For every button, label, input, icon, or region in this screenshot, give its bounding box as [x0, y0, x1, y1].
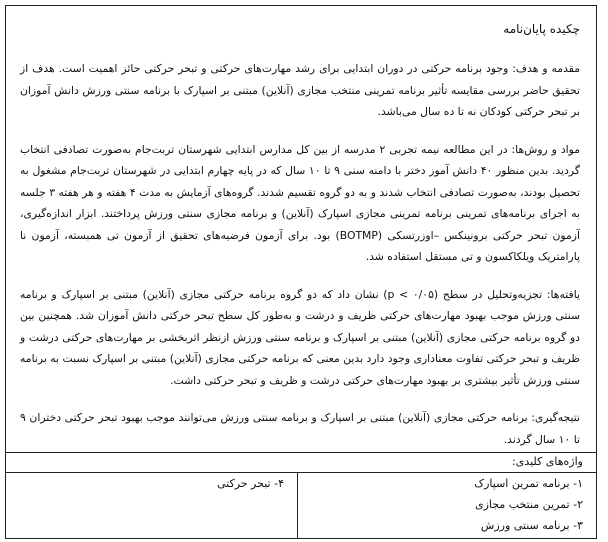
thesis-abstract-form [5, 5, 597, 539]
keyword-item: ۲- تمرین منتخب مجازی [474, 498, 583, 511]
keyword-item: ۴- تبحر حرکتی [216, 477, 284, 490]
keywords-column-left [6, 473, 298, 539]
conclusion-paragraph: نتیجه‌گیری: برنامه حرکتی مجازی (آنلاین) مبتنی بر اسپارک و برنامه سنتی ورزش می‌توانند موجب بهبود تبحر حرکتی دختران ۹ تا ۱۰ سال گردند. [20, 411, 580, 446]
keywords-table [6, 473, 596, 539]
keywords-header: واژه‌های کلیدی: [512, 455, 583, 468]
keywords-header-row [6, 453, 596, 473]
abstract-title: چکیده پایان‌نامه [503, 22, 580, 36]
keywords-column-right [297, 473, 596, 539]
introduction-paragraph: مقدمه و هدف: وجود برنامه حرکتی در دوران ابتدایی برای رشد مهارت‌های حرکتی و تبحر حرکتی حائز اهمیت است. هدف از تحقیق حاضر بررسی مقایسه تأثیر برنامه تمرینی منتخب مجازی (آنلاین) مبتنی بر اسپارک با برنامه سنتی ورزش دانش آموزان بر تبحر حرکتی کودکان نه تا ده سال می‌باشد. [20, 62, 580, 118]
abstract-cell [6, 6, 596, 453]
keyword-item: ۱- برنامه تمرین اسپارک [474, 477, 583, 490]
methods-paragraph: مواد و روش‌ها: در این مطالعه نیمه تجربی ۲ مدرسه از بین کل مدارس ابتدایی شهرستان تربت‌جام به‌صورت تصادفی انتخاب گردید. بدین منظور ۴۰ دانش آموز دختر با دامنه سنی ۹ تا ۱۰ سال که در پایه چهارم ابتدایی در شهرستان تربت‌جام مشغول به تحصیل بودند، به‌صورت تصادفی انتخاب شدند و به دو گروه تقسیم شدند. گروه‌های آزمایش به مدت ۴ هفته و هر هفته ۳ جلسه به اجرای برنامه‌های تمرینی برنامه تمرینی مجازی اسپارک (آنلاین) و برنامه مجازی سنتی ورزش پرداختند. ابزار اندازه‌گیری، آزمون تبحر حرکتی برونینکس –اوزرتسکی (BOTMP) بود. برای آزمون فرضیه‌های تحقیق از آزمون تی همبسته، آزمون نا پارامتریک ویلکاکسون و تی مستقل استفاده شد. [20, 142, 580, 263]
findings-paragraph: یافته‌ها: تجزیه‌وتحلیل در سطح (p < ۰/۰۵) نشان داد که دو گروه برنامه حرکتی مجازی (آنلاین) مبتنی بر اسپارک و برنامه سنتی ورزش موجب بهبود مهارت‌های حرکتی ظریف و درشت و به‌طور کل سطح تبحر حرکتی دانش آموزان شد. همچنین بین دو گروه برنامه حرکتی مجازی (آنلاین) مبتنی بر اسپارک و برنامه سنتی ورزش ازنظر اثربخشی بر مهارت‌های حرکتی درشت و ظریف و تبحر حرکتی تفاوت معناداری وجود دارد بدین معنی که برنامه حرکتی مجازی (آنلاین) مبتنی بر اسپارک نسبت به برنامه سنتی ورزش تأثیر بیشتری بر بهبود مهارت‌های حرکتی درشت و ظریف و تبحر حرکتی داشت. [20, 287, 580, 387]
keyword-item: ۳- برنامه سنتی ورزش [480, 519, 583, 532]
